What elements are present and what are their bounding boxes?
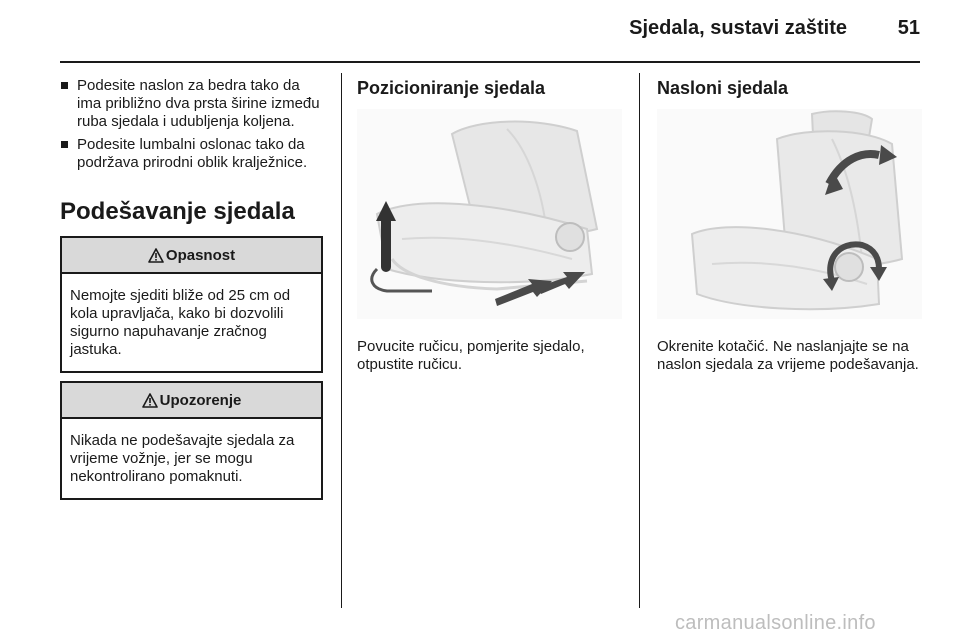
page-number: 51 bbox=[897, 17, 920, 39]
column-2 bbox=[357, 77, 622, 374]
danger-box-header bbox=[62, 238, 321, 274]
bullet-text: Podesite lumbalni oslonac tako da podržava prirodni oblik kralježnice. bbox=[77, 136, 308, 171]
watermark: carmanualsonline.info bbox=[675, 612, 876, 634]
page-title: Sjedala, sustavi zaštite bbox=[629, 17, 847, 39]
danger-box-text: Nemojte sjediti bliže od 25 cm od kola upravljača, kako bi dozvolili sigurno napuhavanje zračnog jastuka. bbox=[70, 287, 291, 358]
warning-triangle-icon bbox=[148, 248, 164, 263]
figure-caption: Okrenite kotačić. Ne naslanjajte se na naslon sjedala za vrijeme podešavanja. bbox=[657, 338, 919, 373]
danger-box bbox=[60, 236, 323, 373]
column-title: Pozicioniranje sjedala bbox=[357, 78, 546, 98]
bullet-item bbox=[60, 77, 323, 131]
seat-position-illustration bbox=[357, 109, 622, 319]
bullet-item bbox=[60, 136, 323, 172]
warning-box-title: Upozorenje bbox=[159, 391, 242, 409]
warning-box-header bbox=[62, 383, 321, 419]
column-3 bbox=[657, 77, 922, 374]
bullet-text: Podesite naslon za bedra tako da ima približno dva prsta širine između ruba sjedala i udubljenja koljena. bbox=[77, 77, 320, 130]
bullet-square-icon bbox=[61, 82, 68, 89]
warning-box bbox=[60, 381, 323, 500]
bullet-square-icon bbox=[61, 141, 68, 148]
figure-caption: Povucite ručicu, pomjerite sjedalo, otpustite ručicu. bbox=[357, 338, 585, 373]
column-divider-1 bbox=[341, 73, 342, 608]
danger-box-title: Opasnost bbox=[165, 246, 236, 264]
column-1 bbox=[60, 77, 323, 500]
header-divider bbox=[60, 61, 920, 63]
column-title: Nasloni sjedala bbox=[657, 78, 789, 98]
section-heading: Podešavanje sjedala bbox=[60, 198, 295, 225]
warning-triangle-icon bbox=[142, 393, 158, 408]
column-divider-2 bbox=[639, 73, 640, 608]
warning-box-text: Nikada ne podešavajte sjedala za vrijeme vožnje, jer se mogu nekontrolirano pomaknuti. bbox=[70, 432, 295, 485]
seat-backrest-illustration bbox=[657, 109, 922, 319]
